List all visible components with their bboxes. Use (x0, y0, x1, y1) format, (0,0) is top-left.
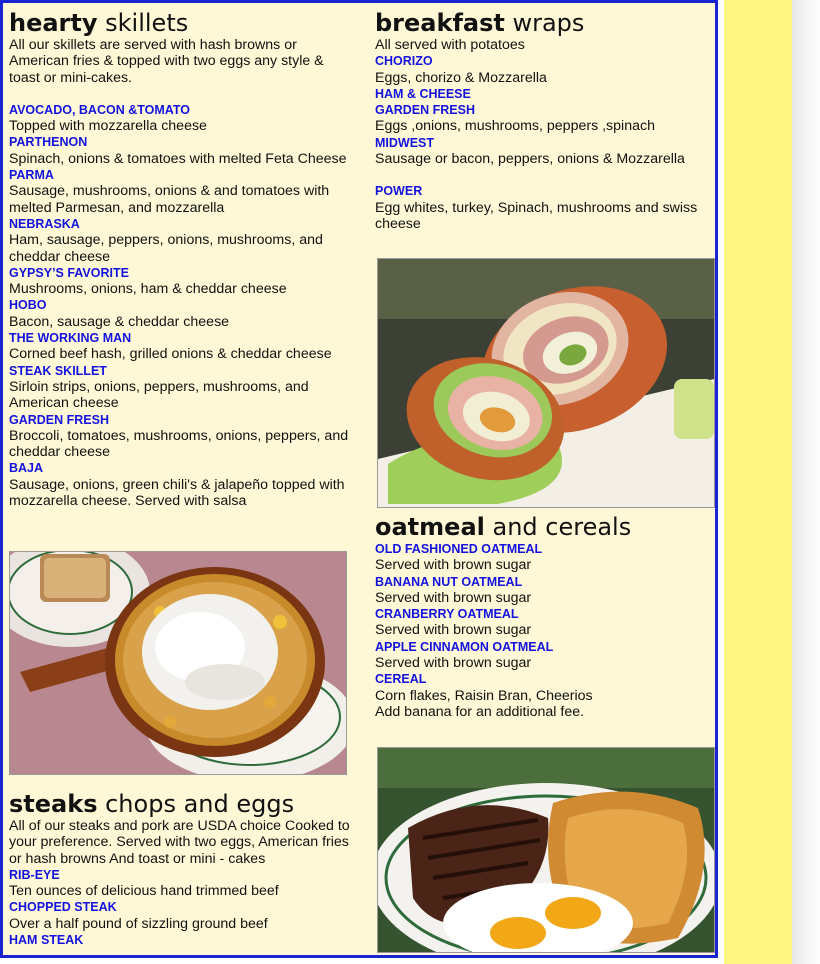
menu-item-desc: Eggs ,onions, mushrooms, peppers ,spinach (375, 118, 655, 135)
menu-item-name: CRANBERRY OATMEAL (375, 607, 519, 622)
skillet-illustration (10, 552, 346, 774)
spacer (375, 167, 717, 183)
menu-item-desc: Eggs, chorizo & Mozzarella (375, 69, 547, 86)
left-column (9, 9, 349, 509)
steaks-section (9, 790, 351, 948)
menu-item-name: CHORIZO (375, 54, 433, 69)
steak-eggs-illustration (378, 748, 714, 952)
menu-item-name: THE WORKING MAN (9, 331, 132, 346)
menu-item-name: BAJA (9, 461, 44, 476)
steaks-heading (9, 790, 351, 818)
menu-item-name: GARDEN FRESH (9, 412, 110, 427)
skillets-intro: All our skillets are served with hash browns or American fries & topped with two eggs any style & toast or mini-cakes. (9, 37, 324, 86)
steaks-heading-bold: steaks (9, 790, 98, 818)
menu-item-desc: Ham, sausage, peppers, onions, mushrooms, and cheddar cheese (9, 232, 323, 265)
menu-item-name: BANANA NUT OATMEAL (375, 574, 523, 589)
menu-item-name: AVOCADO, BACON &TOMATO (9, 102, 191, 117)
menu-item-desc: Served with brown sugar (375, 589, 532, 606)
menu-item-name: HOBO (9, 298, 47, 313)
menu-item-desc: Egg whites, turkey, Spinach, mushrooms and swiss cheese (375, 199, 698, 232)
skillets-heading-bold: hearty (9, 9, 98, 37)
steaks-heading-light: chops and eggs (97, 790, 295, 818)
page-edge-shadow (792, 0, 820, 964)
oatmeal-heading-bold: oatmeal (375, 513, 485, 541)
steaks-intro: All of our steaks and pork are USDA choice Cooked to your preference. Served with two eggs, American fries or hash browns And toast or mini - cakes (9, 818, 350, 867)
menu-item-desc: Broccoli, tomatoes, mushrooms, onions, peppers, and cheddar cheese (9, 427, 349, 461)
menu-item-desc: Mushrooms, onions, ham & cheddar cheese (9, 281, 287, 298)
menu-item-name: STEAK SKILLET (9, 363, 107, 378)
menu-item-name: NEBRASKA (9, 216, 80, 231)
menu-item-desc: Corned beef hash, grilled onions & cheddar cheese (9, 346, 332, 363)
menu-item-name: HAM & CHEESE (375, 86, 471, 101)
wraps-heading (375, 9, 717, 37)
menu-item-name: GARDEN FRESH (375, 103, 476, 118)
menu-item-name: PARMA (9, 168, 54, 183)
menu-item-name: MIDWEST (375, 135, 435, 150)
menu-item-desc: Sausage, mushrooms, onions & and tomatoes with melted Parmesan, and mozzarella (9, 183, 330, 216)
wraps-heading-light: wraps (504, 9, 585, 37)
wraps-heading-bold: breakfast (375, 9, 505, 37)
menu-item-name: RIB-EYE (9, 867, 60, 882)
menu-item-name: POWER (375, 184, 423, 199)
spacer (9, 86, 349, 102)
menu-item-desc: Sirloin strips, onions, peppers, mushrooms, and American cheese (9, 378, 309, 412)
menu-item-desc: Served with brown sugar (375, 622, 532, 639)
menu-item-name: HAM STEAK (9, 933, 84, 948)
menu-item-desc: Served with brown sugar (375, 655, 532, 672)
menu-item-name: CEREAL (375, 672, 427, 687)
menu-item-name: APPLE CINNAMON OATMEAL (375, 639, 554, 654)
oatmeal-section (375, 513, 717, 720)
wraps-section (375, 9, 717, 232)
menu-item-desc: Served with brown sugar (375, 557, 532, 574)
menu-item-name: CHOPPED STEAK (9, 900, 117, 915)
menu-item-desc: Corn flakes, Raisin Bran, Cheerios (375, 687, 593, 704)
skillets-heading (9, 9, 349, 37)
menu-item-desc: Sausage or bacon, peppers, onions & Mozzarella (375, 151, 685, 168)
menu-item-desc: Topped with mozzarella cheese (9, 118, 207, 135)
steak-eggs-photo (377, 747, 715, 953)
wrap-illustration (378, 259, 714, 507)
oatmeal-note: Add banana for an additional fee. (375, 703, 585, 720)
menu-item-desc: Spinach, onions & tomatoes with melted Feta Cheese (9, 150, 347, 167)
wrap-photo (377, 258, 715, 508)
skillets-list (9, 102, 349, 509)
menu-item-desc: Ten ounces of delicious hand trimmed beef (9, 883, 279, 900)
yellow-side-strip (724, 0, 792, 964)
wraps-intro: All served with potatoes (375, 37, 525, 53)
menu-item-desc: Over a half pound of sizzling ground beef (9, 915, 268, 932)
skillet-photo (9, 551, 347, 775)
skillets-heading-light: skillets (97, 9, 189, 37)
menu-item-desc: Sausage, onions, green chili's & jalapeño topped with mozzarella cheese. Served with salsa (9, 476, 345, 510)
menu-item-name: GYPSY’S FAVORITE (9, 265, 129, 280)
oatmeal-heading-light: and cereals (484, 513, 632, 541)
oatmeal-heading (375, 513, 717, 541)
menu-item-name: PARTHENON (9, 135, 88, 150)
menu-item-name: OLD FASHIONED OATMEAL (375, 542, 543, 556)
menu-item-desc: Bacon, sausage & cheddar cheese (9, 313, 230, 330)
